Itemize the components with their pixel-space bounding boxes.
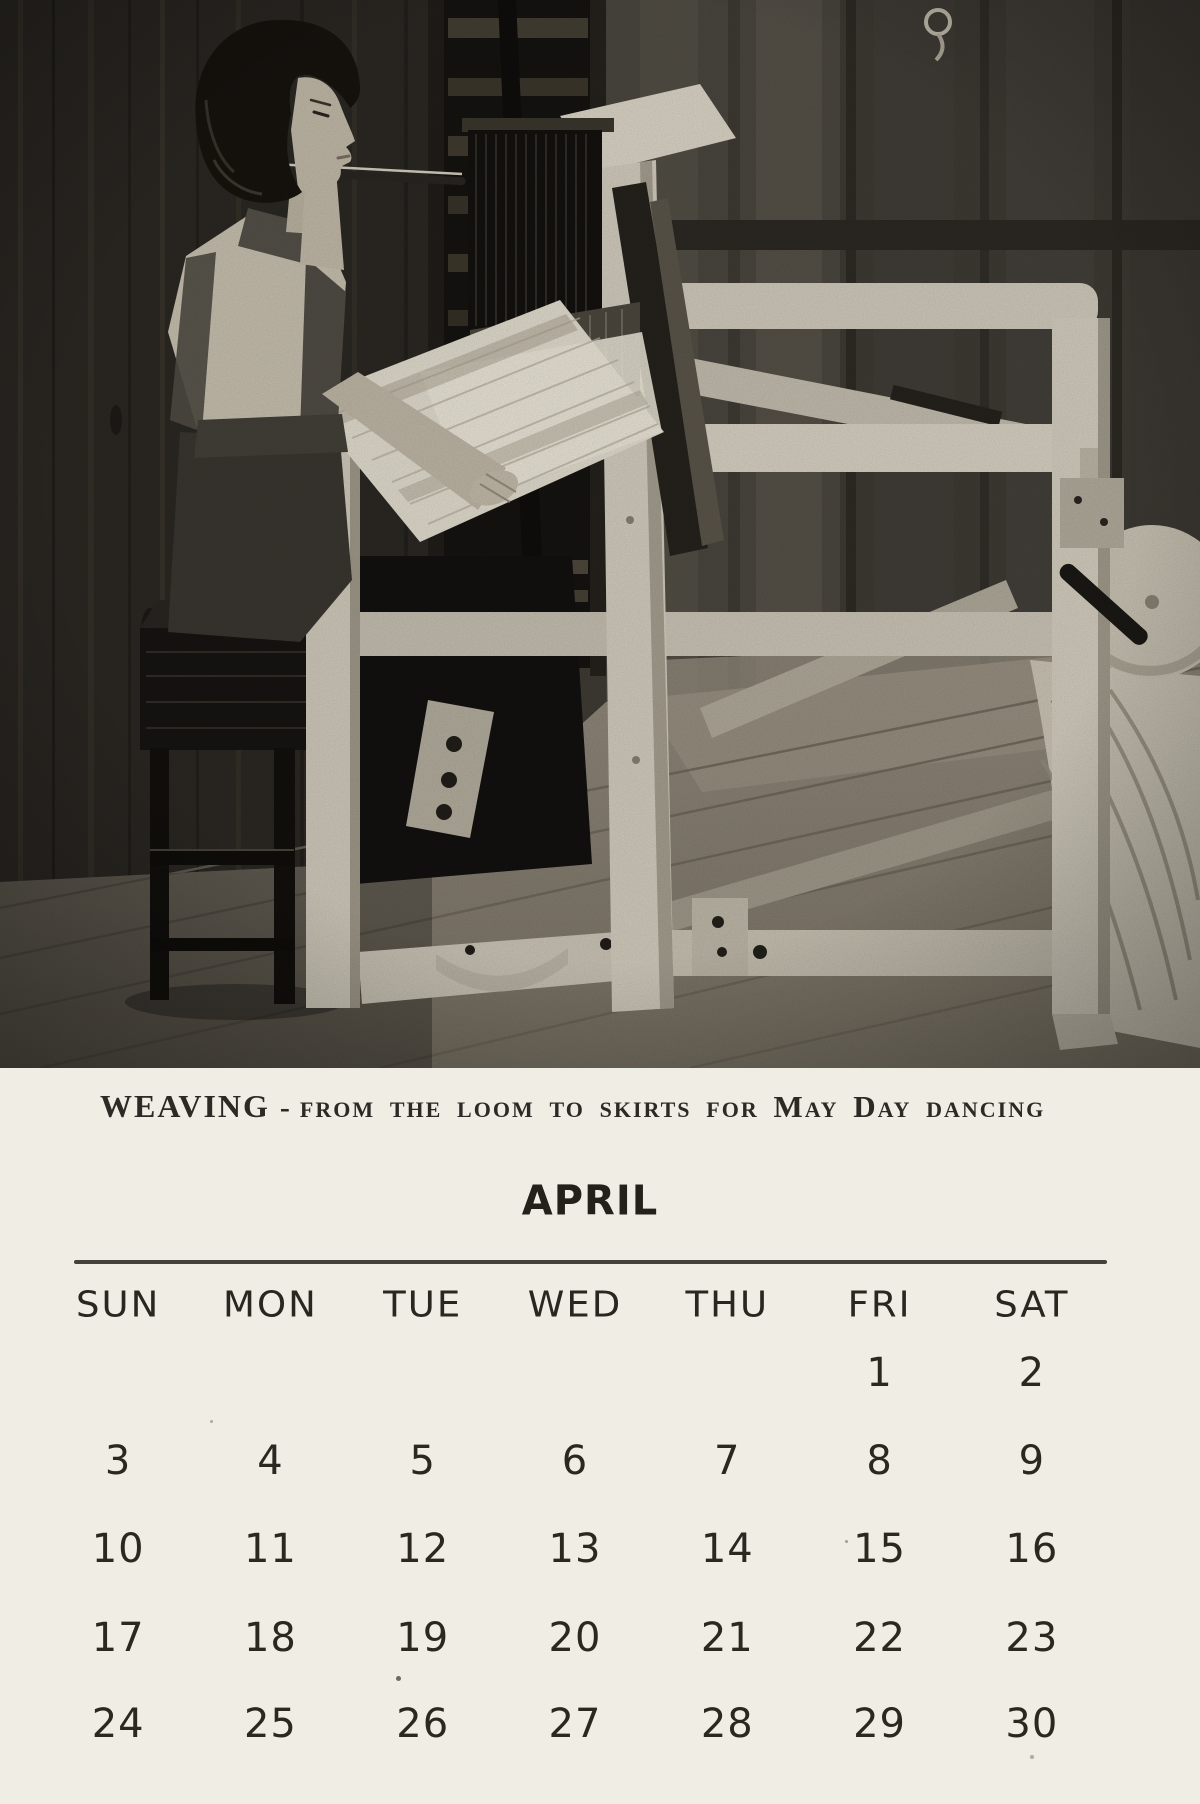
paper-speck [210, 1420, 213, 1423]
day-cell: 11 [243, 1526, 297, 1572]
paper-speck [1030, 1755, 1034, 1759]
day-cell [499, 1350, 651, 1396]
day-cell: 20 [548, 1615, 602, 1661]
week-row-3 [42, 1526, 1108, 1572]
week-row-1 [42, 1350, 1108, 1396]
caption-text: from the loom to skirts for May Day dancing [299, 1089, 1046, 1124]
day-cell: 3 [104, 1438, 132, 1484]
day-cell: 22 [853, 1615, 907, 1661]
day-cell: 8 [866, 1438, 893, 1484]
weekday-thu: THU [685, 1283, 770, 1326]
month-title: APRIL [521, 1177, 659, 1225]
day-cell [194, 1350, 346, 1396]
paper-speck [396, 1676, 401, 1681]
calendar-grid [42, 1283, 1108, 1783]
day-cell: 25 [243, 1701, 297, 1747]
day-cell: 14 [700, 1526, 754, 1572]
day-cell: 1 [866, 1350, 893, 1396]
day-cell: 24 [91, 1701, 145, 1747]
day-cell: 21 [700, 1615, 754, 1661]
day-cell [651, 1350, 803, 1396]
day-cell [347, 1350, 499, 1396]
weekday-sun: SUN [76, 1283, 161, 1326]
day-cell: 4 [257, 1438, 284, 1484]
week-row-4 [42, 1615, 1108, 1661]
day-cell: 15 [853, 1526, 907, 1572]
day-cell: 2 [1018, 1350, 1046, 1396]
day-cell: 9 [1018, 1438, 1046, 1484]
caption-dash: - [279, 1091, 290, 1124]
photo-caption [100, 1088, 1160, 1125]
day-cell: 5 [409, 1438, 436, 1484]
weekday-sat: SAT [994, 1283, 1070, 1326]
weekday-fri: FRI [847, 1283, 912, 1326]
day-cell: 18 [243, 1615, 297, 1661]
day-cell: 16 [1005, 1526, 1059, 1572]
weekday-header-row [42, 1283, 1108, 1326]
day-cell: 19 [396, 1615, 450, 1661]
day-cell: 23 [1005, 1615, 1059, 1661]
day-cell: 26 [396, 1701, 450, 1747]
week-row-2 [42, 1438, 1108, 1484]
paper-speck [845, 1540, 848, 1543]
day-cell: 27 [548, 1701, 602, 1747]
day-cell: 7 [714, 1438, 741, 1484]
divider-rule [74, 1260, 1107, 1264]
day-cell: 17 [91, 1615, 145, 1661]
day-cell: 13 [548, 1526, 602, 1572]
day-cell [42, 1350, 194, 1396]
day-cell: 28 [700, 1701, 754, 1747]
day-cell: 10 [91, 1526, 145, 1572]
day-cell: 6 [561, 1438, 589, 1484]
day-cell: 30 [1005, 1701, 1059, 1747]
day-cell: 29 [853, 1701, 907, 1747]
weekday-mon: MON [223, 1283, 318, 1326]
weekday-tue: TUE [383, 1283, 463, 1326]
week-row-5 [42, 1701, 1108, 1747]
day-cell: 12 [396, 1526, 450, 1572]
caption-lead: WEAVING [100, 1088, 270, 1124]
weekday-wed: WED [527, 1283, 623, 1326]
